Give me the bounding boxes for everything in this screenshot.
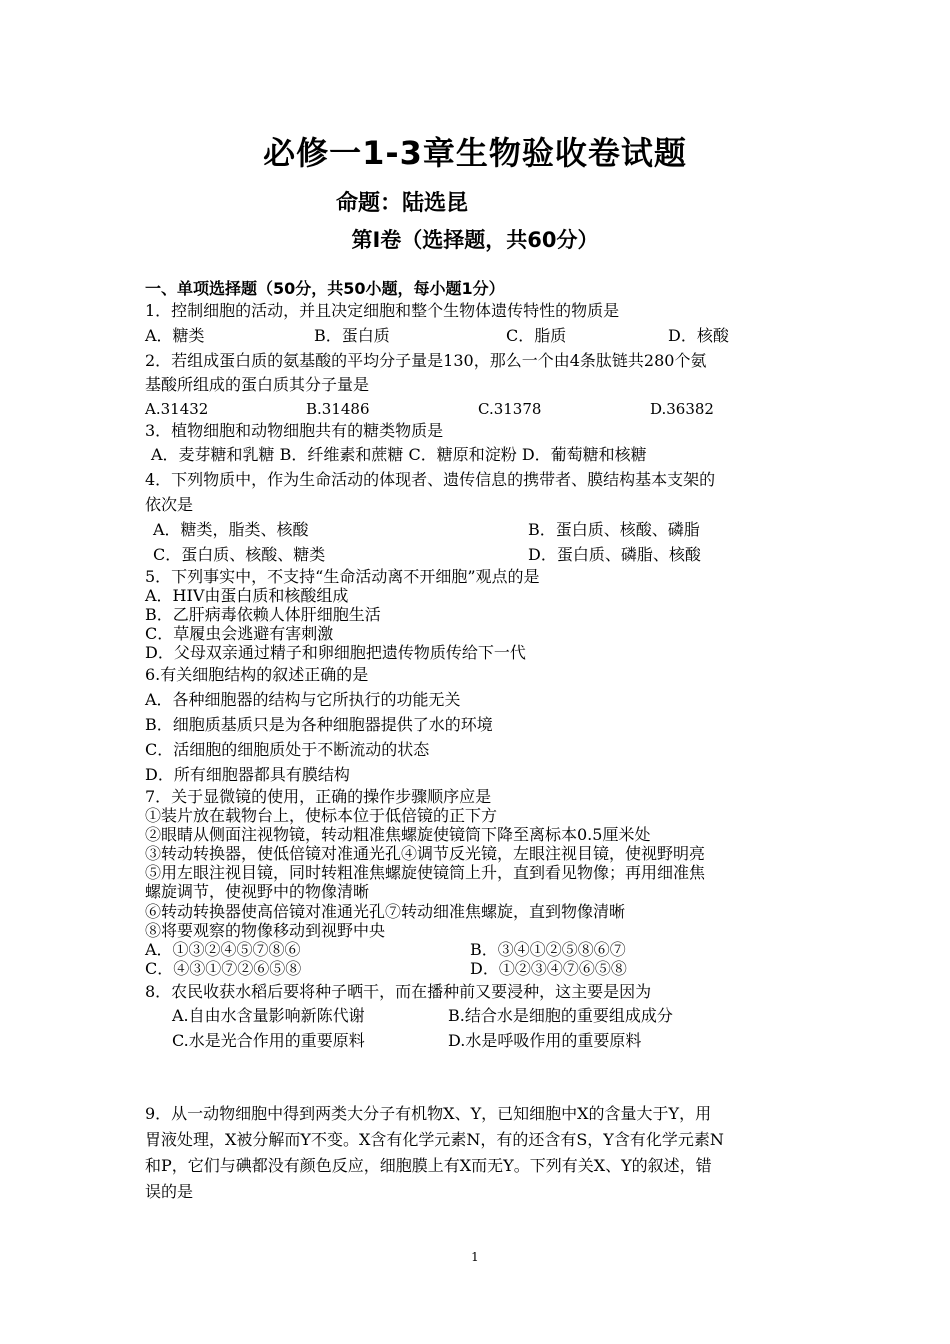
question-8-stem: 8．农民收获水稻后要将种子晒干，而在播种前又要浸种，这主要是因为 (145, 982, 652, 1001)
question-9-line4: 误的是 (145, 1182, 194, 1201)
q8-option-a: A.自由水含量影响新陈代谢 (172, 1006, 365, 1025)
q1-option-c: C．脂质 (506, 326, 567, 345)
question-4-stem-line1: 4．下列物质中，作为生命活动的体现者、遗传信息的携带者、膜结构基本支架的 (145, 470, 716, 489)
q1-option-d: D．核酸 (668, 326, 729, 345)
question-9-line2: 胃液处理，X被分解而Y不变。X含有化学元素N，有的还含有S，Y含有化学元素N (145, 1130, 724, 1149)
exam-author: 命题：陆选昆 (336, 191, 469, 216)
section-title: 第Ⅰ卷（选择题，共60分） (351, 228, 599, 252)
q7-option-a: A．①③②④⑤⑦⑧⑥ (145, 940, 301, 959)
q4-option-a: A．糖类，脂类、核酸 (153, 520, 309, 539)
q6-option-b: B．细胞质基质只是为各种细胞器提供了水的环境 (145, 715, 493, 734)
q6-option-a: A．各种细胞器的结构与它所执行的功能无关 (145, 690, 461, 709)
q5-option-c: C．草履虫会逃避有害刺激 (145, 624, 334, 643)
q8-option-b: B.结合水是细胞的重要组成成分 (448, 1006, 673, 1025)
q5-option-b: B．乙肝病毒依赖人体肝细胞生活 (145, 605, 381, 624)
q3-options: A．麦芽糖和乳糖 B．纤维素和蔗糖 C．糖原和淀粉 D．葡萄糖和核糖 (151, 445, 647, 464)
q2-option-b: B.31486 (306, 400, 370, 418)
q1-option-a: A．糖类 (145, 326, 205, 345)
q2-option-c: C.31378 (478, 400, 542, 418)
q5-option-a: A．HIV由蛋白质和核酸组成 (145, 586, 349, 605)
question-9-line3: 和P，它们与碘都没有颜色反应，细胞膜上有X而无Y。下列有关X、Y的叙述，错 (145, 1156, 712, 1175)
q7-step-3-4: ③转动转换器，使低倍镜对准通光孔④调节反光镜，左眼注视目镜，使视野明亮 (145, 844, 706, 863)
question-4-stem-line2: 依次是 (145, 495, 194, 514)
q7-step-5-cont: 螺旋调节，使视野中的物像清晰 (145, 882, 370, 901)
exam-title: 必修一1-3章生物验收卷试题 (263, 134, 687, 172)
question-3-stem: 3．植物细胞和动物细胞共有的糖类物质是 (145, 421, 444, 440)
q1-option-b: B．蛋白质 (314, 326, 390, 345)
question-1-stem: 1．控制细胞的活动，并且决定细胞和整个生物体遗传特性的物质是 (145, 301, 620, 320)
q4-option-d: D．蛋白质、磷脂、核酸 (528, 545, 701, 564)
question-7-stem: 7．关于显微镜的使用，正确的操作步骤顺序应是 (145, 787, 492, 806)
q7-option-d: D．①②③④⑦⑥⑤⑧ (470, 959, 627, 978)
question-2-stem-line2: 基酸所组成的蛋白质其分子量是 (145, 375, 370, 394)
q6-option-d: D．所有细胞器都具有膜结构 (145, 765, 350, 784)
q7-option-b: B．③④①②⑤⑧⑥⑦ (470, 940, 626, 959)
q2-option-d: D.36382 (650, 400, 714, 418)
q8-option-c: C.水是光合作用的重要原料 (172, 1031, 365, 1050)
part-heading: 一、单项选择题（50分，共50小题，每小题1分） (145, 279, 505, 298)
q7-option-c: C．④③①⑦②⑥⑤⑧ (145, 959, 302, 978)
q7-step-5: ⑤用左眼注视目镜，同时转粗准焦螺旋使镜筒上升，直到看见物像；再用细准焦 (145, 863, 706, 882)
q6-option-c: C．活细胞的细胞质处于不断流动的状态 (145, 740, 430, 759)
question-2-stem-line1: 2．若组成蛋白质的氨基酸的平均分子量是130，那么一个由4条肽链共280个氨 (145, 351, 707, 370)
q2-option-a: A.31432 (145, 400, 209, 418)
page-number: 1 (471, 1250, 479, 1264)
q7-step-1: ①装片放在载物台上，使标本位于低倍镜的正下方 (145, 806, 498, 825)
q8-option-d: D.水是呼吸作用的重要原料 (448, 1031, 642, 1050)
q7-step-6-7: ⑥转动转换器使高倍镜对准通光孔⑦转动细准焦螺旋，直到物像清晰 (145, 902, 626, 921)
q5-option-d: D．父母双亲通过精子和卵细胞把遗传物质传给下一代 (145, 643, 526, 662)
q7-step-2: ②眼睛从侧面注视物镜，转动粗准焦螺旋使镜筒下降至离标本0.5厘米处 (145, 825, 651, 844)
q4-option-c: C．蛋白质、核酸、糖类 (153, 545, 326, 564)
question-6-stem: 6.有关细胞结构的叙述正确的是 (145, 665, 369, 684)
question-9-line1: 9．从一动物细胞中得到两类大分子有机物X、Y，已知细胞中X的含量大于Y，用 (145, 1104, 712, 1123)
q4-option-b: B．蛋白质、核酸、磷脂 (528, 520, 700, 539)
question-5-stem: 5．下列事实中，不支持“生命活动离不开细胞”观点的是 (145, 567, 540, 586)
q7-step-8: ⑧将要观察的物像移动到视野中央 (145, 921, 386, 940)
